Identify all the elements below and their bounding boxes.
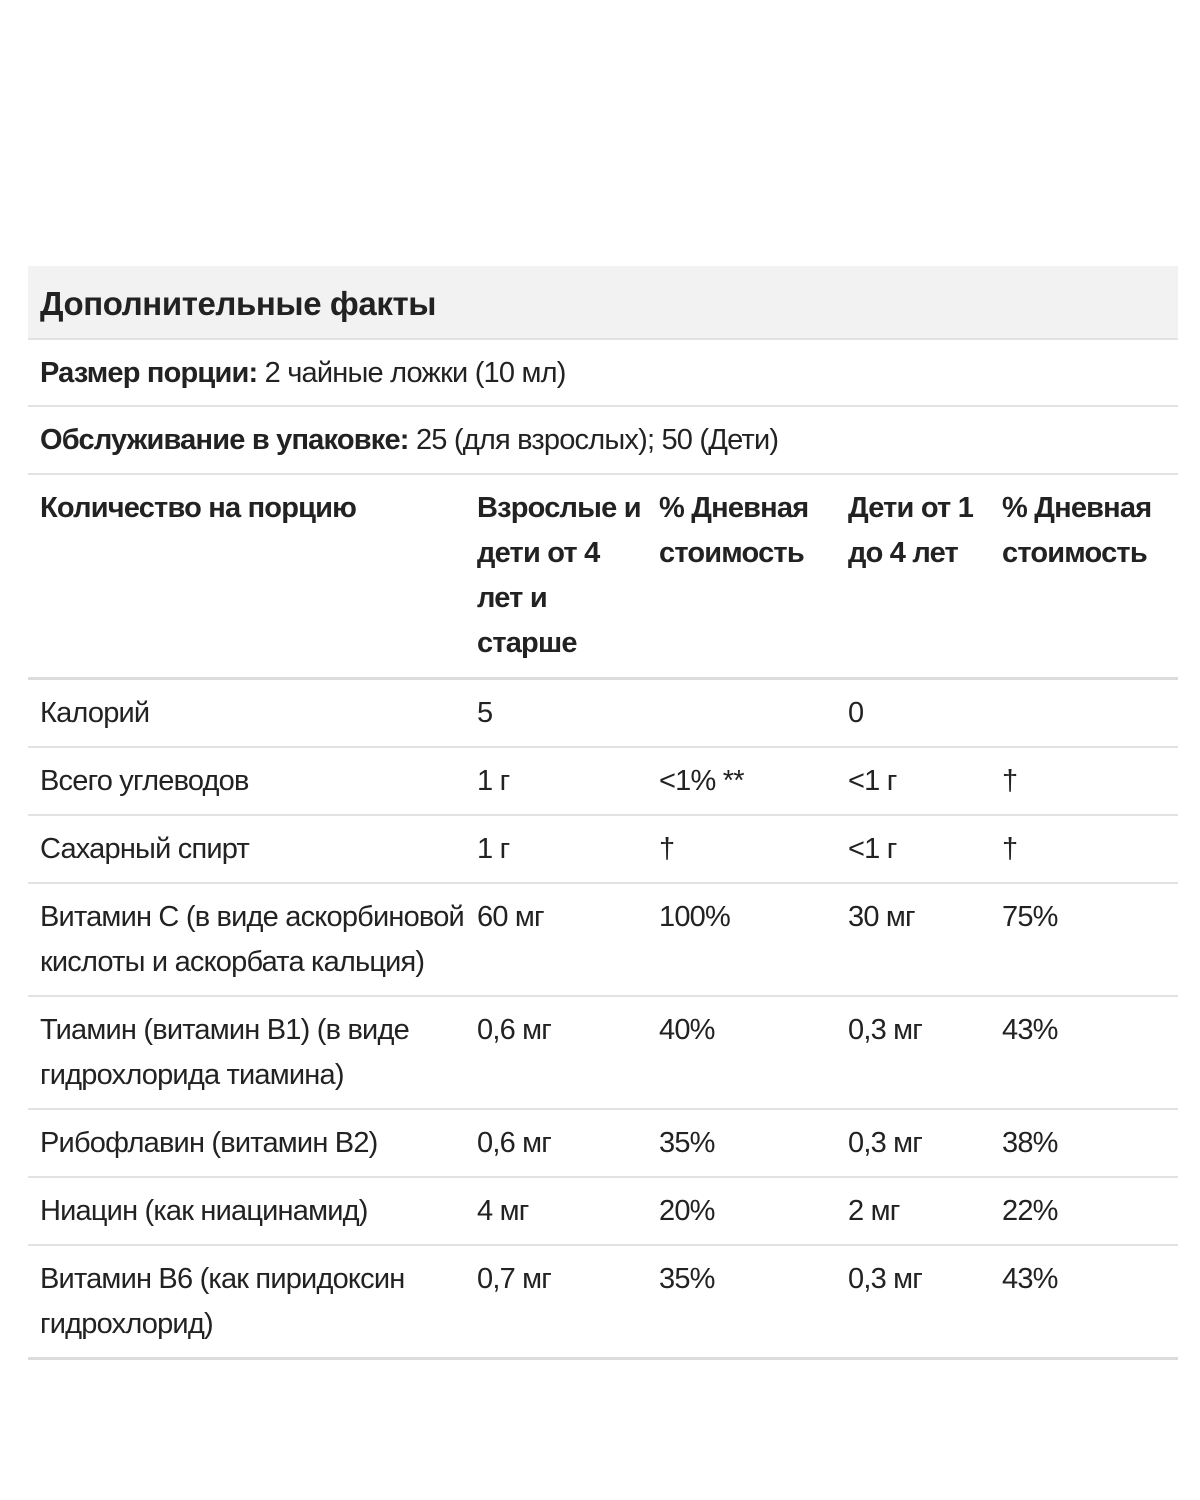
child-daily-value: † [990,747,1178,815]
serving-size-value: 2 чайные ложки (10 мл) [264,357,566,389]
adult-amount: 0,7 мг [465,1245,647,1359]
adult-daily-value: † [647,815,836,883]
servings-per-container-label: Обслуживание в упаковке: [40,424,409,456]
adult-amount: 60 мг [465,883,647,996]
adult-daily-value [647,679,836,748]
header-amount-per-serving: Количество на порцию [28,475,465,679]
table-header-row [28,475,1178,679]
table-row [28,679,1178,748]
child-daily-value: 43% [990,996,1178,1109]
adult-amount: 0,6 мг [465,1109,647,1177]
nutrient-table [28,475,1178,1360]
nutrient-name: Калорий [28,679,465,748]
nutrient-name: Ниацин (как ниацинамид) [28,1177,465,1245]
facts-title: Дополнительные факты [28,266,1178,340]
adult-daily-value: 40% [647,996,836,1109]
child-amount: 0,3 мг [836,996,990,1109]
adult-daily-value: 35% [647,1109,836,1177]
servings-per-container-value: 25 (для взрослых); 50 (Дети) [415,424,779,456]
child-daily-value: 75% [990,883,1178,996]
child-daily-value: 22% [990,1177,1178,1245]
header-children: Дети от 1 до 4 лет [836,475,990,679]
adult-daily-value: <1% ** [647,747,836,815]
adult-amount: 5 [465,679,647,748]
child-amount: 0,3 мг [836,1245,990,1359]
servings-per-container-row [28,407,1178,475]
child-amount: <1 г [836,747,990,815]
table-row [28,747,1178,815]
serving-size-label: Размер порции: [40,357,258,389]
serving-size-row [28,340,1178,407]
table-row [28,1109,1178,1177]
child-daily-value: † [990,815,1178,883]
header-adults: Взрослые и дети от 4 лет и старше [465,475,647,679]
table-row [28,883,1178,996]
table-row [28,815,1178,883]
adult-daily-value: 100% [647,883,836,996]
adult-amount: 4 мг [465,1177,647,1245]
child-amount: 2 мг [836,1177,990,1245]
adult-amount: 1 г [465,747,647,815]
adult-amount: 1 г [465,815,647,883]
child-amount: 0 [836,679,990,748]
child-daily-value: 38% [990,1109,1178,1177]
child-amount: 0,3 мг [836,1109,990,1177]
adult-daily-value: 35% [647,1245,836,1359]
nutrient-name: Всего углеводов [28,747,465,815]
header-adults-daily-value: % Дневная стоимость [647,475,836,679]
header-children-daily-value: % Дневная стоимость [990,475,1178,679]
table-row [28,1177,1178,1245]
adult-amount: 0,6 мг [465,996,647,1109]
nutrient-name: Рибофлавин (витамин В2) [28,1109,465,1177]
adult-daily-value: 20% [647,1177,836,1245]
table-row [28,1245,1178,1359]
child-daily-value: 43% [990,1245,1178,1359]
child-amount: 30 мг [836,883,990,996]
table-row [28,996,1178,1109]
child-daily-value [990,679,1178,748]
supplement-facts-panel [28,266,1178,1360]
nutrient-name: Витамин В6 (как пиридоксин гидрохлорид) [28,1245,465,1359]
nutrient-name: Витамин С (в виде аскорбиновой кислоты и аскорбата кальция) [28,883,465,996]
nutrient-name: Сахарный спирт [28,815,465,883]
nutrient-name: Тиамин (витамин В1) (в виде гидрохлорида тиамина) [28,996,465,1109]
child-amount: <1 г [836,815,990,883]
